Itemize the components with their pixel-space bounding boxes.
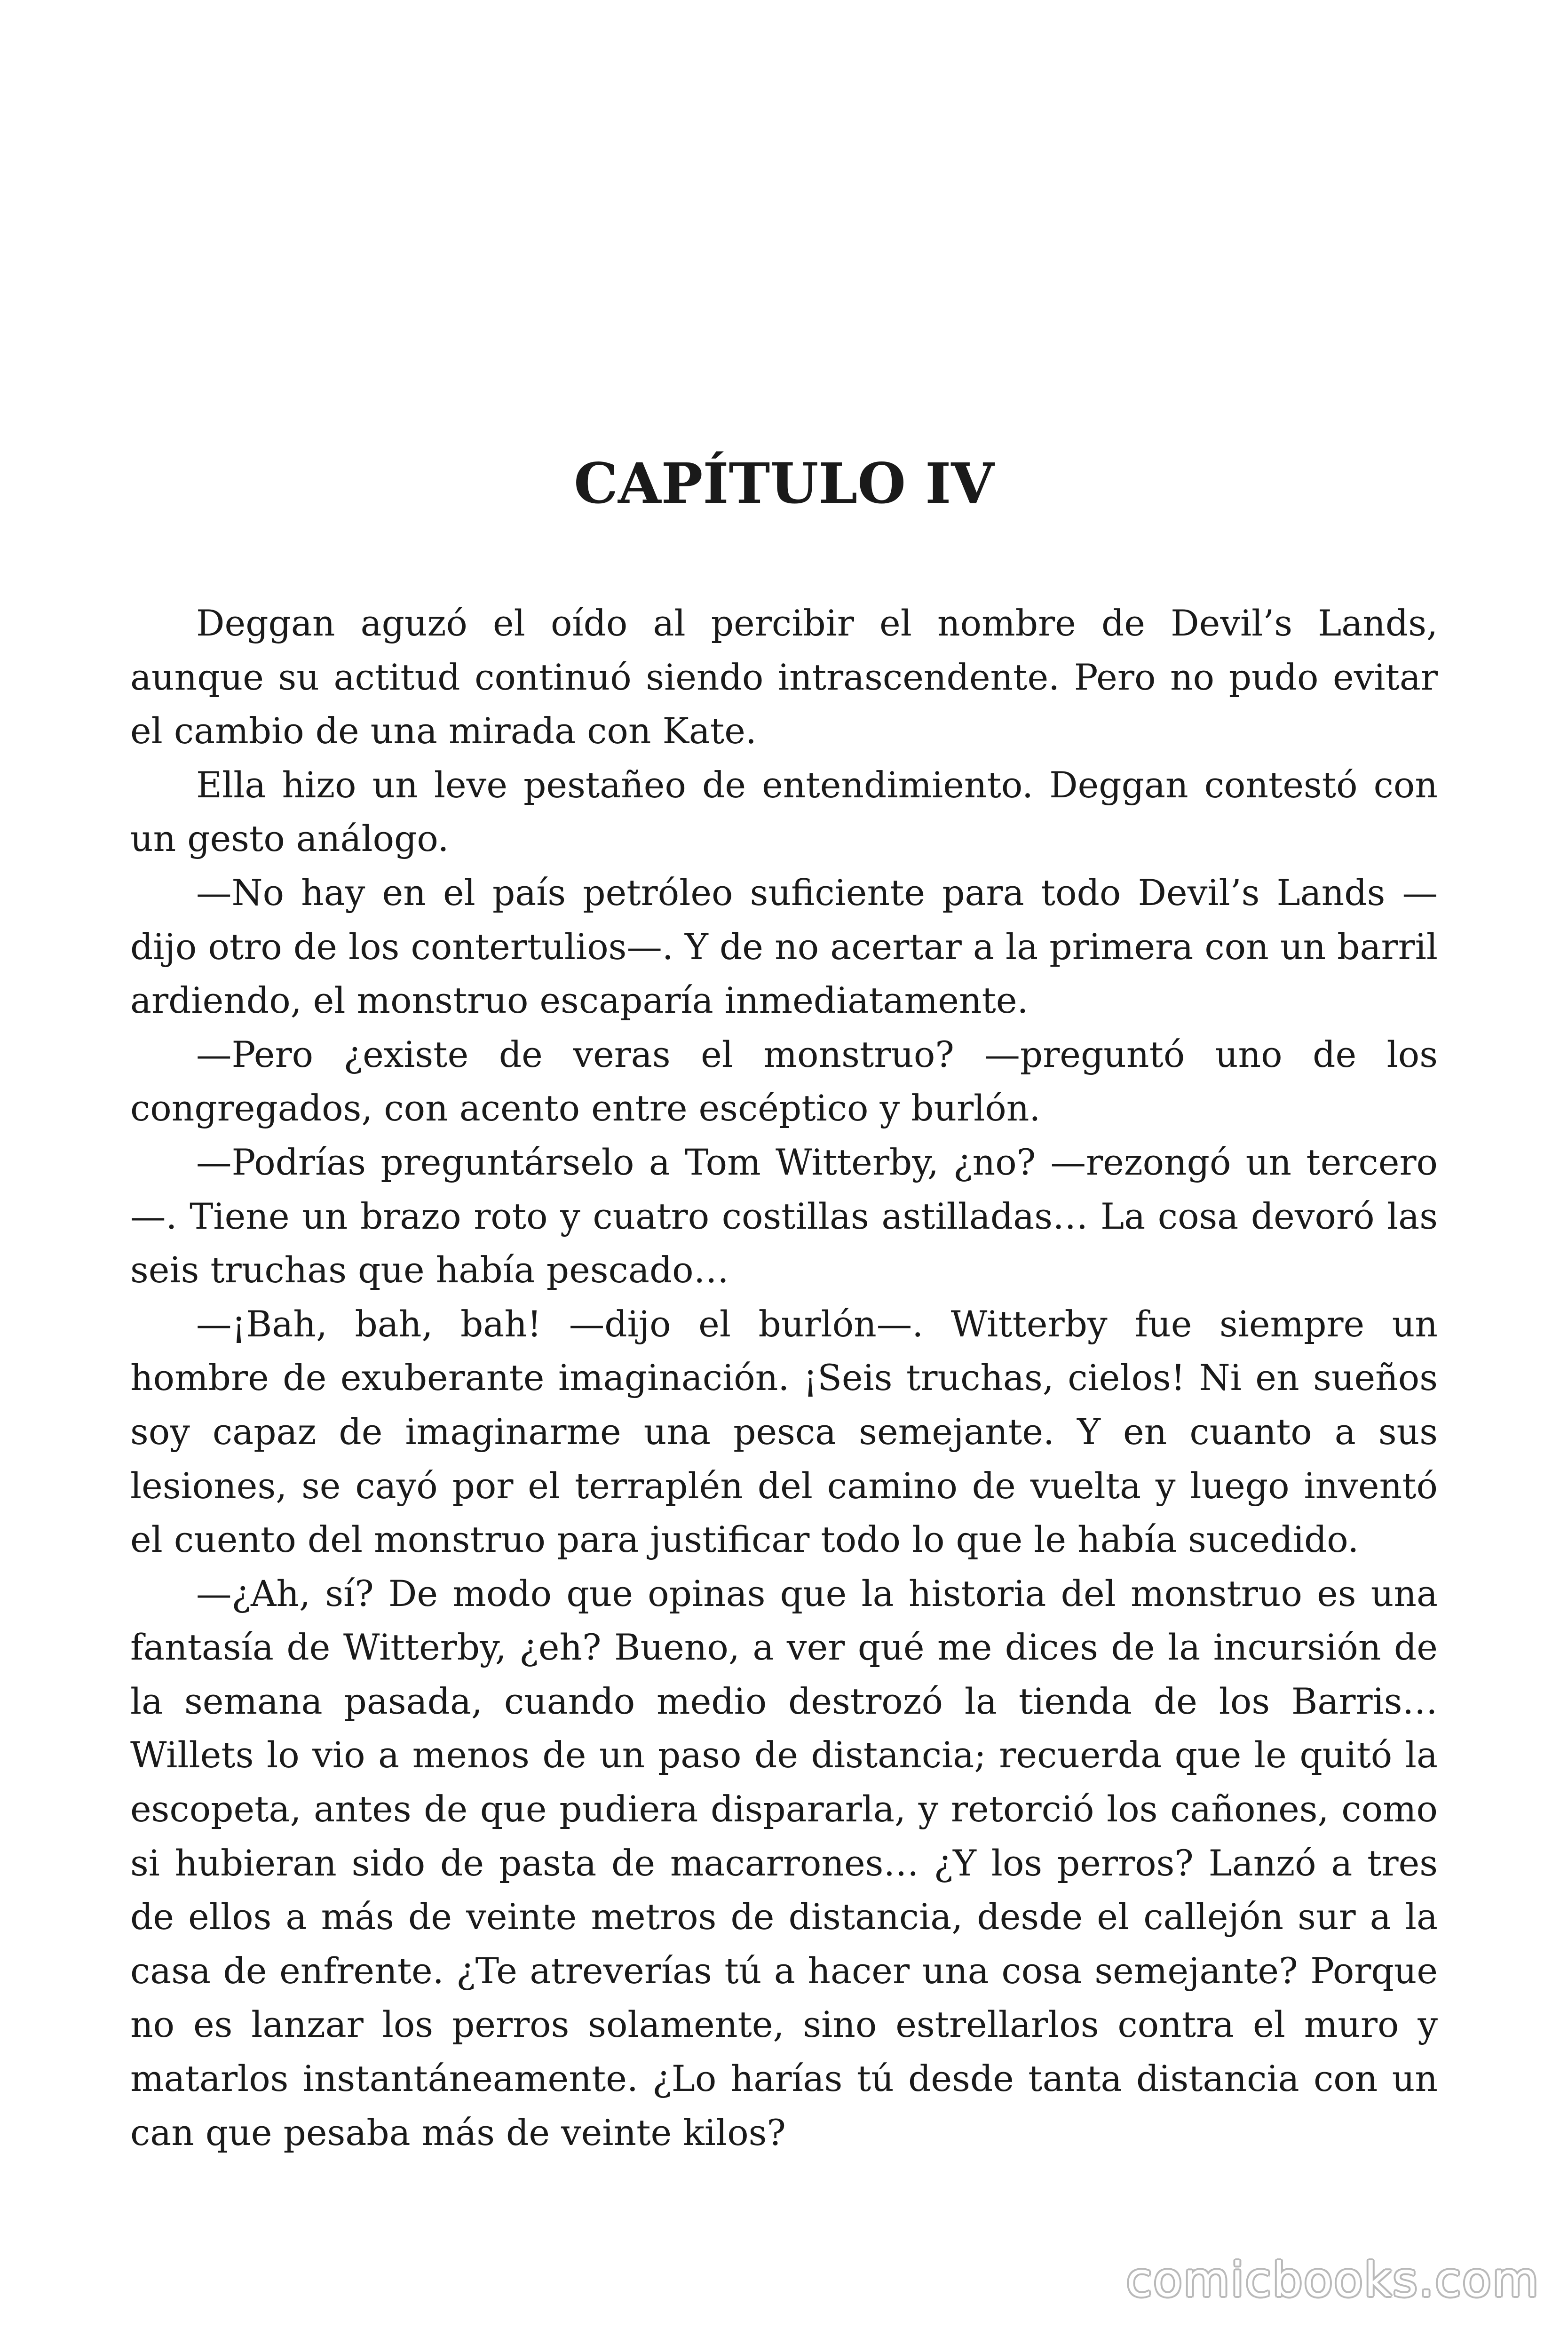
paragraph-4: —Pero ¿existe de veras el monstruo? —preguntó uno de los congregados, con acento entre escéptico y burlón. (130, 1033, 1438, 1129)
paragraph-3: —No hay en el país petróleo suficiente para todo Devil’s Lands —dijo otro de los contertulios—. Y de no acertar a la primera con un barril ardiendo, el monstruo escaparía inmediatamente. (130, 872, 1438, 1022)
paragraph-6: —¡Bah, bah, bah! —dijo el burlón—. Witterby fue siempre un hombre de exuberante imaginación. ¡Seis truchas, cielos! Ni en sueños soy capaz de imaginarme una pesca semejante. Y en cuanto a sus lesiones, se cayó por el terraplén del camino de vuelta y luego inventó el cuento del monstruo para justificar todo lo que le había sucedido. (130, 1303, 1438, 1561)
chapter-body (130, 596, 1438, 2160)
paragraph-1: Deggan aguzó el oído al percibir el nombre de Devil’s Lands, aunque su actitud continuó siendo intrascendente. Pero no pudo evitar el cambio de una mirada con Kate. (130, 603, 1438, 752)
paragraph-7: —¿Ah, sí? De modo que opinas que la historia del monstruo es una fantasía de Witterby, ¿eh? Bueno, a ver qué me dices de la incursión de la semana pasada, cuando medio destrozó la tienda de los Barris… Willets lo vio a menos de un paso de distancia; recuerda que le quitó la escopeta, antes de que pudiera dispararla, y retorció los cañones, como si hubieran sido de pasta de macarrones… ¿Y los perros? Lanzó a tres de ellos a más de veinte metros de distancia, desde el callejón sur a la casa de enfrente. ¿Te atreverías tú a hacer una cosa semejante? Porque no es lanzar los perros solamente, sino estrellarlos contra el muro y matarlos instantáneamente. ¿Lo harías tú desde tanta distancia con un can que pesaba más de veinte kilos? (130, 1573, 1438, 2153)
paragraph-2: Ella hizo un leve pestañeo de entendimiento. Deggan contestó con un gesto análogo. (130, 764, 1438, 860)
watermark: comicbooks.com (1126, 2252, 1540, 2307)
paragraph-5: —Podrías preguntárselo a Tom Witterby, ¿no? —rezongó un tercero—. Tiene un brazo roto y cuatro costillas astilladas… La cosa devoró las seis truchas que había pescado… (130, 1141, 1438, 1291)
chapter-title: CAPÍTULO IV (574, 451, 994, 516)
